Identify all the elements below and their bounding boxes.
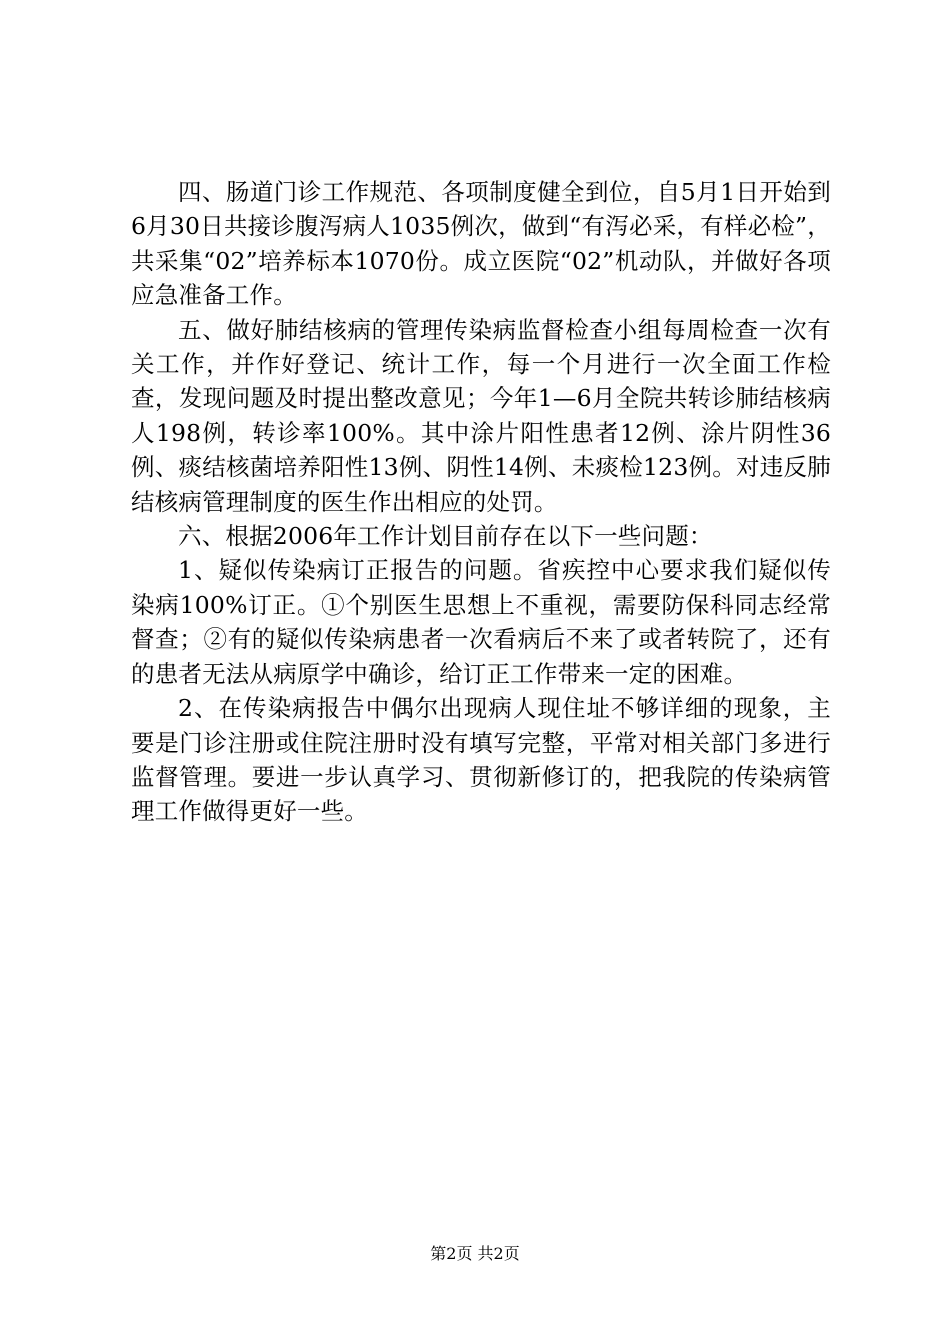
paragraph-section-5: 五、做好肺结核病的管理传染病监督检查小组每周检查一次有关工作，并作好登记、统计工作，每一个月进行一次全面工作检查，发现问题及时提出整改意见；今年1—6月全院共转诊肺结核病人198例，转诊率100%。其中涂片阳性患者12例、涂片阴性36例、痰结核菌培养阳性13例、阴性14例、未痰检123例。对违反肺结核病管理制度的医生作出相应的处罚。: [131, 315, 831, 516]
page-footer: [0, 1243, 950, 1265]
page-number: 第2页 共2页: [430, 1244, 520, 1263]
paragraph-issue-1: 1、疑似传染病订正报告的问题。省疾控中心要求我们疑似传染病100%订正。①个别医生思想上不重视，需要防保科同志经常督查；②有的疑似传染病患者一次看病后不来了或者转院了，还有的患者无法从病原学中确诊，给订正工作带来一定的困难。: [131, 556, 831, 688]
paragraph-section-6: 六、根据2006年工作计划目前存在以下一些问题：: [178, 522, 713, 551]
document-body: [131, 175, 831, 829]
paragraph-issue-2: 2、在传染病报告中偶尔出现病人现住址不够详细的现象，主要是门诊注册或住院注册时没有填写完整，平常对相关部门多进行监督管理。要进一步认真学习、贯彻新修订的，把我院的传染病管理工作做得更好一些。: [131, 694, 831, 826]
paragraph-section-4: 四、肠道门诊工作规范、各项制度健全到位，自5月1日开始到6月30日共接诊腹泻病人1035例次，做到“有泻必采，有样必检”，共采集“02”培养标本1070份。成立医院“02”机动队，并做好各项应急准备工作。: [131, 178, 831, 310]
